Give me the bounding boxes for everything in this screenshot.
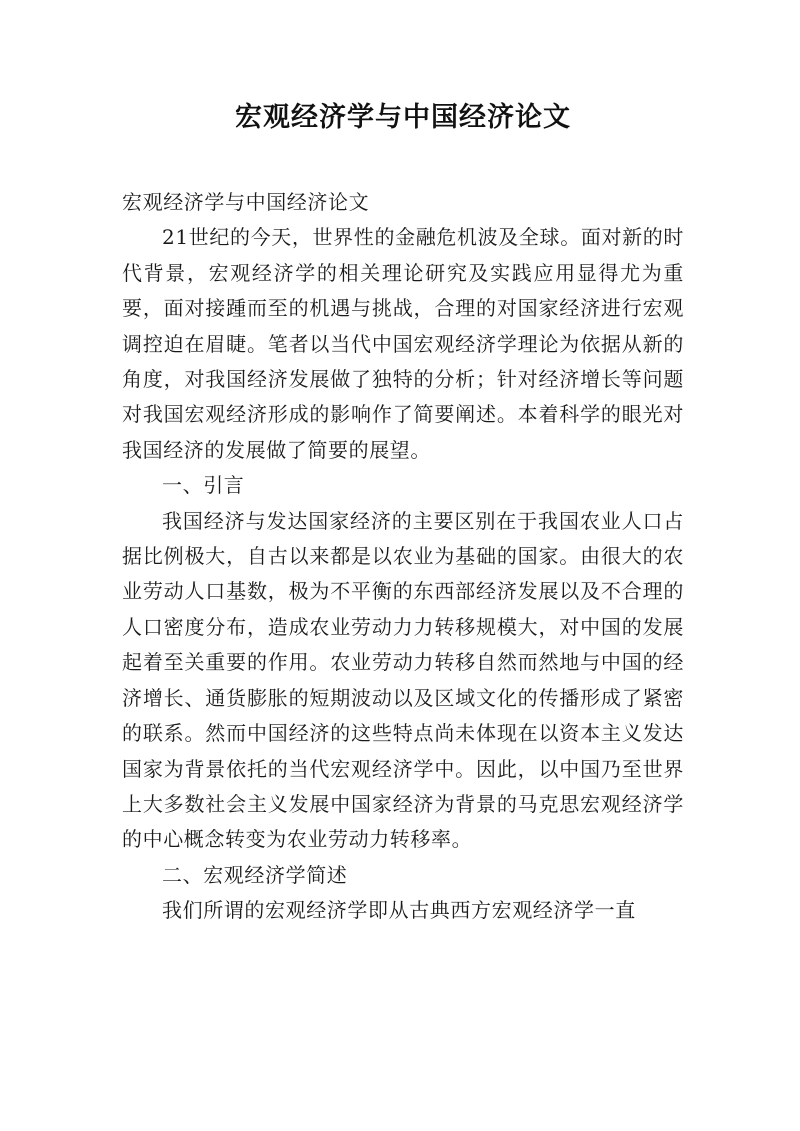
document-title: 宏观经济学与中国经济论文 xyxy=(235,102,571,133)
section-heading-macroeconomics-overview: 二、宏观经济学简述 xyxy=(162,862,348,887)
document-body xyxy=(122,185,684,929)
paragraph-introduction: 我国经济与发达国家经济的主要区别在于我国农业人口占据比例极大，自古以来都是以农业为基础的国家。由很大的农业劳动人口基数，极为不平衡的东西部经济发展以及不合理的人口密度分布，造成农业劳动力力转移规模大，对中国的发展起着至关重要的作用。农业劳动力转移自然而然地与中国的经济增长、通货膨胀的短期波动以及区域文化的传播形成了紧密的联系。然而中国经济的这些特点尚未体现在以资本主义发达国家为背景依托的当代宏观经济学中。因此，以中国乃至世界上大多数社会主义发展中国家经济为背景的马克思宏观经济学的中心概念转变为农业劳动力转移率。 xyxy=(122,508,684,852)
document-subtitle: 宏观经济学与中国经济论文 xyxy=(122,190,370,214)
paragraph-macroeconomics-overview: 我们所谓的宏观经济学即从古典西方宏观经济学一直 xyxy=(162,898,636,923)
section-heading-introduction: 一、引言 xyxy=(162,473,245,498)
paragraph-intro: 21世纪的今天，世界性的金融危机波及全球。面对新的时代背景，宏观经济学的相关理论研究及实践应用显得尤为重要，面对接踵而至的机遇与挑战，合理的对国家经济进行宏观调控迫在眉睫。笔者以当代中国宏观经济学理论为依据从新的角度，对我国经济发展做了独特的分析；针对经济增长等问题对我国宏观经济形成的影响作了简要阐述。本着科学的眼光对我国经济的发展做了简要的展望。 xyxy=(122,225,684,462)
